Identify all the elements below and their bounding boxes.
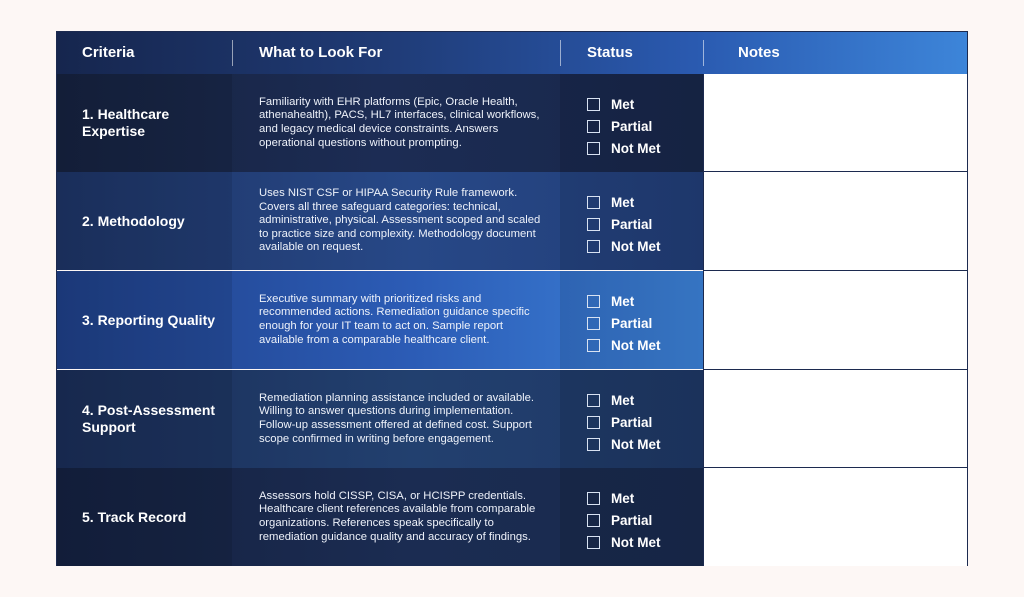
status-partial-label: Partial [611,216,653,232]
status-not-met-label: Not Met [611,534,661,550]
checkbox[interactable] [587,295,600,308]
status-options [587,93,661,159]
table-header [57,32,967,74]
table-row [57,370,967,468]
status-partial[interactable] [587,509,661,531]
criteria-description: Executive summary with prioritized risks and recommended actions. Remediation guidance specific enough for your IT team to act on. Sample report available from a comparable healthcare client. [259,292,530,346]
status-options [587,191,661,257]
status-options [587,290,661,356]
notes-field[interactable] [703,74,967,172]
status-met-label: Met [611,194,635,210]
checkbox[interactable] [587,196,600,209]
status-partial-label: Partial [611,414,653,430]
status-met-label: Met [611,490,635,506]
notes-field[interactable] [703,468,967,566]
status-not-met[interactable] [587,137,661,159]
criteria-description: Uses NIST CSF or HIPAA Security Rule framework. Covers all three safeguard categories: technical, administrative, physical. Assessment scoped and scaled to practice size and complexity. Methodology document available on request. [259,187,541,254]
row-divider [703,369,967,370]
row-divider [703,171,967,172]
checkbox[interactable] [587,514,600,527]
criteria-label: 4. Post-Assessment Support [82,402,216,435]
checkbox[interactable] [587,416,600,429]
checkbox[interactable] [587,438,600,451]
header-criteria: Criteria [82,44,135,61]
header-what-to-look-for: What to Look For [259,44,383,61]
checkbox[interactable] [587,240,600,253]
checkbox[interactable] [587,317,600,330]
table-row [57,271,967,369]
notes-field[interactable] [703,370,967,468]
status-not-met[interactable] [587,235,661,257]
status-met[interactable] [587,487,661,509]
header-divider [703,40,704,66]
criteria-table [56,31,968,566]
status-options [587,487,661,553]
status-met[interactable] [587,191,661,213]
checkbox[interactable] [587,394,600,407]
status-partial[interactable] [587,312,661,334]
status-partial[interactable] [587,115,661,137]
status-not-met-label: Not Met [611,238,661,254]
header-notes: Notes [738,44,780,61]
table-row [57,468,967,566]
status-not-met[interactable] [587,334,661,356]
checkbox[interactable] [587,218,600,231]
criteria-label: 3. Reporting Quality [82,311,216,328]
criteria-label: 5. Track Record [82,508,187,525]
table-row [57,74,967,172]
header-status: Status [587,44,633,61]
status-options [587,389,661,455]
row-divider [703,270,967,271]
checkbox[interactable] [587,339,600,352]
status-not-met[interactable] [587,531,661,553]
row-divider [703,467,967,468]
status-not-met-label: Not Met [611,140,661,156]
header-divider [232,40,233,66]
status-met-label: Met [611,293,635,309]
status-not-met-label: Not Met [611,436,661,452]
status-not-met[interactable] [587,433,661,455]
header-divider [560,40,561,66]
checkbox[interactable] [587,536,600,549]
status-partial[interactable] [587,213,661,235]
checkbox[interactable] [587,120,600,133]
criteria-description: Assessors hold CISSP, CISA, or HCISPP credentials. Healthcare client references available from comparable organizations. References speak specifically to remediation guidance quality and accuracy of findings. [259,489,536,543]
status-partial[interactable] [587,411,661,433]
status-met[interactable] [587,290,661,312]
checkbox[interactable] [587,492,600,505]
status-partial-label: Partial [611,118,653,134]
table-row [57,172,967,270]
status-met-label: Met [611,392,635,408]
criteria-description: Familiarity with EHR platforms (Epic, Oracle Health, athenahealth), PACS, HL7 interfaces, clinical workflows, and legacy medical device constraints. Answers operational questions without prompting. [259,95,540,149]
criteria-description: Remediation planning assistance included or available. Willing to answer questions during implementation. Follow-up assessment offered at defined cost. Support scope confirmed in writing before engagement. [259,391,535,445]
criteria-label: 1. Healthcare Expertise [82,106,170,139]
checkbox[interactable] [587,142,600,155]
status-partial-label: Partial [611,512,653,528]
status-met-label: Met [611,96,635,112]
status-partial-label: Partial [611,315,653,331]
notes-field[interactable] [703,271,967,369]
status-met[interactable] [587,93,661,115]
status-not-met-label: Not Met [611,337,661,353]
status-met[interactable] [587,389,661,411]
notes-field[interactable] [703,172,967,270]
criteria-label: 2. Methodology [82,212,185,229]
checkbox[interactable] [587,98,600,111]
